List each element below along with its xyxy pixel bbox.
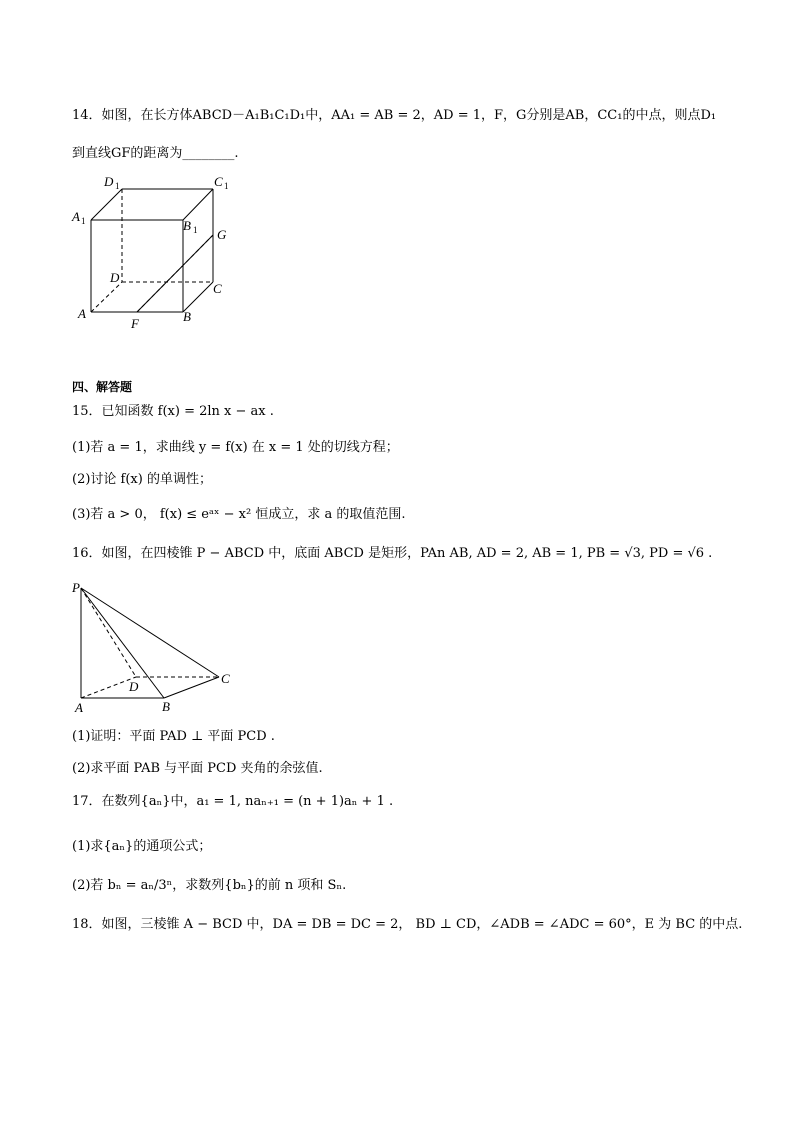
section-title: 四、解答题 <box>72 380 133 394</box>
label-B: B <box>183 309 191 324</box>
q15-part2: (2)讨论 f(x) 的单调性； <box>72 472 212 487</box>
label-D: D <box>110 270 120 285</box>
q15-part1: (1)若 a = 1，求曲线 y = f(x) 在 x = 1 处的切线方程； <box>72 440 399 455</box>
edge-B-C <box>164 677 219 698</box>
edge-P-B <box>81 588 164 698</box>
q16-stem: 16．如图，在四棱锥 P − ABCD 中，底面 ABCD 是矩形，PAn AB, AD = 2, AB = 1, PB = √3, PD = √6 . <box>72 546 713 561</box>
label-B: B <box>162 699 170 714</box>
q17-part1: (1)求{aₙ}的通项公式； <box>72 839 212 854</box>
label-A: A <box>75 700 83 715</box>
q17-stem: 17．在数列{aₙ}中，a₁ = 1, naₙ₊₁ = (n + 1)aₙ + 1 . <box>72 794 394 809</box>
hidden-edge-P-D <box>81 588 136 677</box>
label-D1-sub: 1 <box>115 181 120 191</box>
label-C: C <box>213 281 222 296</box>
q17-part2: (2)若 bₙ = aₙ/3ⁿ，求数列{bₙ}的前 n 项和 Sₙ. <box>72 878 347 893</box>
label-B1-sub: 1 <box>193 225 198 235</box>
q15-stem: 15．已知函数 f(x) = 2ln x − ax . <box>72 404 274 419</box>
label-C1-sub: 1 <box>224 181 229 191</box>
q16-part2: (2)求平面 PAB 与平面 PCD 夹角的余弦值. <box>72 761 323 776</box>
label-A1-sub: 1 <box>81 216 86 226</box>
q18-stem: 18．如图，三棱锥 A − BCD 中，DA = DB = DC = 2， BD ⊥ CD，∠ADB = ∠ADC = 60°，E 为 BC 的中点. <box>72 917 743 932</box>
label-C: C <box>221 671 230 686</box>
label-C1: C <box>214 174 223 189</box>
q14-line2: 到直线GF的距离为________. <box>72 146 239 161</box>
label-P: P <box>72 580 80 595</box>
edge-P-C <box>81 588 219 677</box>
q16-part1: (1)证明：平面 PAD ⊥ 平面 PCD . <box>72 729 275 744</box>
hidden-edge-A-D <box>81 677 136 698</box>
label-D: D <box>129 679 139 694</box>
label-A: A <box>78 306 86 321</box>
label-F: F <box>131 316 139 331</box>
label-D1: D <box>104 174 114 189</box>
q15-part3: (3)若 a > 0， f(x) ≤ eᵃˣ − x² 恒成立，求 a 的取值范围. <box>72 507 406 522</box>
label-B1: B <box>183 218 191 233</box>
label-A1: A <box>72 209 80 224</box>
q14-line1: 14．如图，在长方体ABCD－A₁B₁C₁D₁中，AA₁ = AB = 2，AD = 1，F，G分别是AB，CC₁的中点，则点D₁ <box>72 108 717 123</box>
label-G: G <box>217 227 227 242</box>
